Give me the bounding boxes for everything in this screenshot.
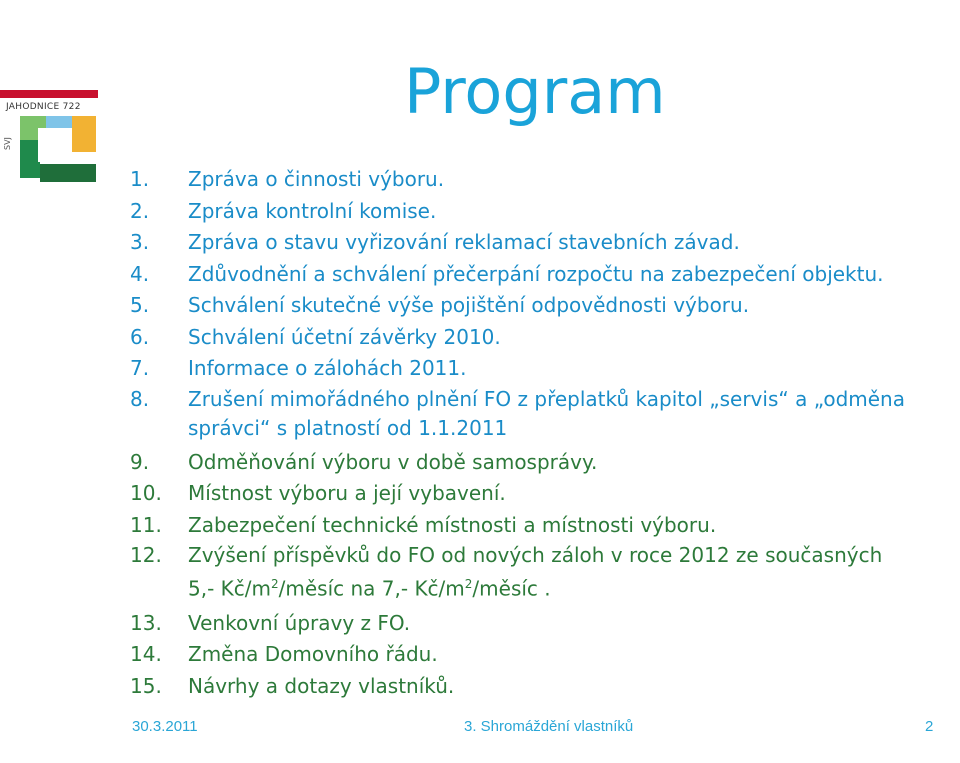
list-item bbox=[130, 259, 960, 291]
list-item bbox=[130, 510, 960, 542]
item-number: 4. bbox=[130, 261, 150, 286]
list-item bbox=[130, 227, 960, 259]
item-text: Schválení skutečné výše pojištění odpovědnosti výboru. bbox=[188, 293, 750, 317]
item-text: Schválení účetní závěrky 2010. bbox=[188, 324, 501, 349]
item-number: 1. bbox=[130, 167, 150, 191]
item-text-line2a: 5,- Kč/m bbox=[188, 576, 271, 601]
logo-side-text: SVJ bbox=[3, 137, 12, 150]
list-item bbox=[130, 541, 960, 604]
item-text: Zpráva o činnosti výboru. bbox=[188, 167, 445, 191]
superscript: 2 bbox=[271, 577, 279, 591]
item-text: Zdůvodnění a schválení přečerpání rozpočtu na zabezpečení objektu. bbox=[188, 261, 884, 286]
item-number: 9. bbox=[130, 449, 150, 474]
item-number: 10. bbox=[130, 481, 162, 505]
item-text: Zabezpečení technické místnosti a místnosti výboru. bbox=[188, 512, 717, 537]
page-title: Program bbox=[404, 55, 666, 128]
item-number: 3. bbox=[130, 230, 150, 254]
footer-title: 3. Shromáždění vlastníků bbox=[464, 718, 634, 735]
item-number: 12. bbox=[130, 543, 162, 567]
agenda-list bbox=[130, 164, 960, 702]
item-text-line2c: /měsíc . bbox=[472, 576, 551, 601]
item-text: Informace o zálohách 2011. bbox=[188, 356, 467, 380]
item-number: 7. bbox=[130, 356, 150, 380]
list-item bbox=[130, 385, 960, 443]
list-item bbox=[130, 639, 960, 671]
list-item bbox=[130, 353, 960, 385]
logo-label-text: JAHODNICE 722 bbox=[6, 102, 81, 112]
item-number: 13. bbox=[130, 610, 162, 635]
item-text: Návrhy a dotazy vlastníků. bbox=[188, 673, 455, 698]
superscript: 2 bbox=[464, 577, 473, 591]
page-number: 2 bbox=[925, 718, 934, 735]
item-number: 5. bbox=[130, 293, 150, 317]
list-item bbox=[130, 671, 960, 703]
item-text-line1: Zrušení mimořádného plnění FO z přeplatků kapitol „servis“ a „odměna bbox=[188, 386, 905, 411]
item-text: Venkovní úpravy z FO. bbox=[188, 610, 411, 635]
item-text: Místnost výboru a její vybavení. bbox=[188, 481, 506, 505]
item-number: 11. bbox=[130, 512, 162, 537]
item-text: Zpráva o stavu vyřizování reklamací stavebních závad. bbox=[188, 230, 740, 254]
list-item bbox=[130, 290, 960, 322]
item-number: 2. bbox=[130, 198, 150, 223]
list-item bbox=[130, 164, 960, 196]
footer-date: 30.3.2011 bbox=[132, 718, 198, 735]
item-text: Změna Domovního řádu. bbox=[188, 642, 438, 667]
list-item bbox=[130, 196, 960, 228]
item-text-line2b: /měsíc na 7,- Kč/m bbox=[278, 576, 465, 601]
list-item bbox=[130, 608, 960, 640]
list-item bbox=[130, 447, 960, 479]
item-text bbox=[188, 541, 960, 604]
item-text bbox=[188, 385, 960, 443]
list-item bbox=[130, 322, 960, 354]
item-number: 6. bbox=[130, 324, 150, 349]
item-text: Zpráva kontrolní komise. bbox=[188, 198, 437, 223]
item-text: Odměňování výboru v době samosprávy. bbox=[188, 449, 598, 474]
item-number: 8. bbox=[130, 386, 150, 411]
item-text-line2: správci“ s platností od 1.1.2011 bbox=[188, 415, 508, 440]
item-number: 14. bbox=[130, 642, 162, 667]
item-number: 15. bbox=[130, 673, 162, 698]
svj-logo bbox=[0, 88, 98, 188]
list-item bbox=[130, 478, 960, 510]
item-text-line1: Zvýšení příspěvků do FO od nových záloh v roce 2012 ze současných bbox=[188, 543, 883, 567]
